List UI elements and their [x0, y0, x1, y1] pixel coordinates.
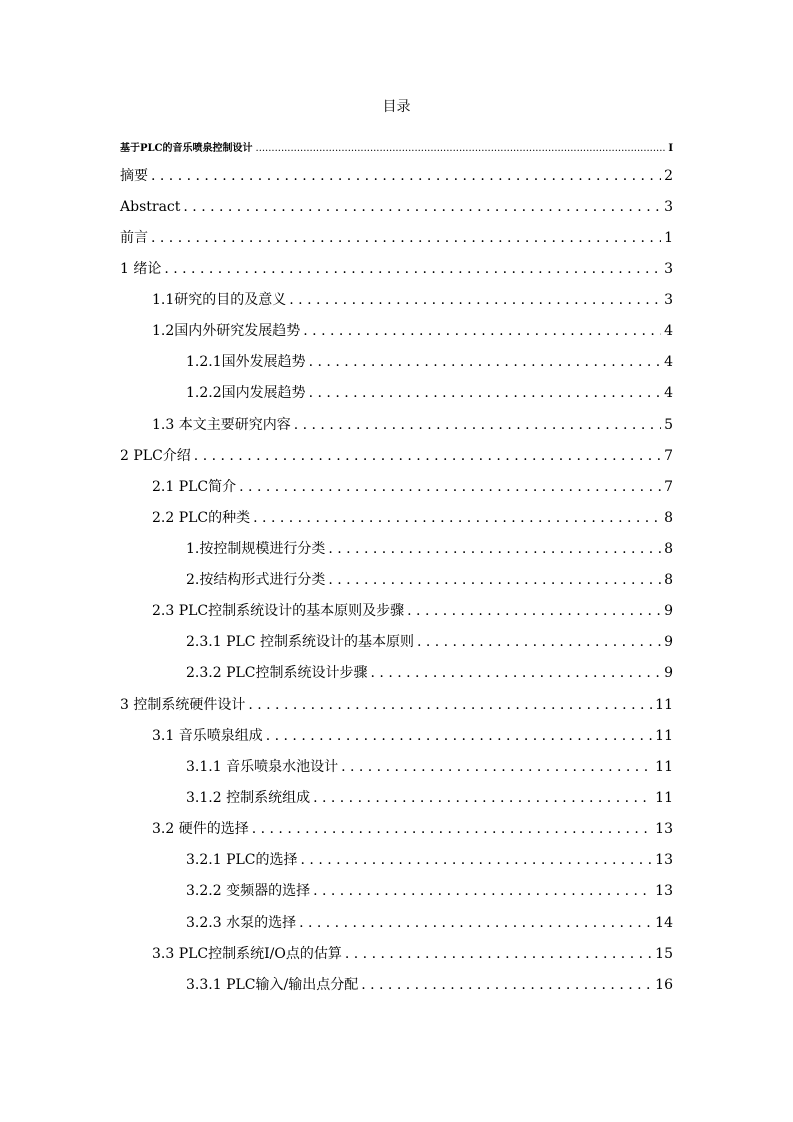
- toc-entry[interactable]: [186, 851, 673, 869]
- toc-entry[interactable]: [186, 353, 673, 371]
- toc-entry-title: 3.1.1 音乐喷泉水池设计: [186, 759, 339, 775]
- toc-entry[interactable]: [186, 384, 673, 402]
- toc-leader-dots: [328, 540, 661, 558]
- toc-leader-dots: [164, 260, 661, 278]
- toc-entry[interactable]: [152, 478, 673, 496]
- toc-entry[interactable]: [120, 143, 673, 155]
- toc-entry-page: 3: [664, 292, 673, 308]
- toc-leader-dots: [361, 976, 652, 994]
- toc-entry-title: 3 控制系统硬件设计: [120, 697, 246, 713]
- toc-leader-dots: [309, 384, 661, 402]
- toc-entry[interactable]: [186, 914, 673, 932]
- toc-entry-title: 1.2国内外研究发展趋势: [152, 323, 301, 339]
- toc-entry-title: 3.1 音乐喷泉组成: [152, 728, 263, 744]
- toc-entry-page: 3: [664, 261, 673, 277]
- toc-leader-dots: [299, 914, 652, 932]
- toc-entry[interactable]: [186, 540, 673, 558]
- toc-entry[interactable]: [186, 758, 673, 776]
- toc-leader-dots: [407, 602, 661, 620]
- toc-entry-page: 13: [655, 821, 673, 837]
- toc-leader-dots: [313, 789, 652, 807]
- toc-entry-title: 3.2.3 水泵的选择: [186, 915, 297, 931]
- toc-leader-dots: [371, 664, 662, 682]
- page-title: 目录: [382, 99, 411, 115]
- toc-entry-title: 1.1研究的目的及意义: [152, 292, 287, 308]
- toc-entry-page: 8: [664, 510, 673, 526]
- toc-entry-page: 7: [664, 479, 673, 495]
- toc-entry-title: 1 绪论: [120, 261, 162, 277]
- toc-leader-dots: [294, 416, 661, 434]
- toc-entry-title: 3.1.2 控制系统组成: [186, 790, 311, 806]
- toc-entry-page: 9: [664, 634, 673, 650]
- toc-entry[interactable]: [186, 976, 673, 994]
- toc-entry[interactable]: [120, 198, 673, 216]
- toc-entry-page: 9: [664, 665, 673, 681]
- toc-leader-dots: [417, 633, 661, 651]
- toc-entry-page: 5: [664, 417, 673, 433]
- toc-entry-page: 2: [664, 168, 673, 184]
- toc-leader-dots: [313, 882, 652, 900]
- toc-entry-page: 4: [664, 385, 673, 401]
- toc-entry[interactable]: [186, 882, 673, 900]
- toc-entry-title: 3.2.1 PLC的选择: [186, 852, 298, 868]
- toc-leader-dots: [183, 198, 661, 216]
- toc-entry-page: 8: [664, 541, 673, 557]
- toc-entry-page: 11: [655, 790, 673, 806]
- toc-leader-dots: [266, 727, 652, 745]
- toc-entry[interactable]: [186, 633, 673, 651]
- toc-entry-page: 4: [664, 323, 673, 339]
- toc-entry-title: 2 PLC介绍: [120, 448, 191, 464]
- toc-leader-dots: [345, 945, 652, 963]
- toc-leader-dots: [239, 478, 661, 496]
- toc-entry[interactable]: [152, 509, 673, 527]
- toc-entry[interactable]: [152, 416, 673, 434]
- toc-entry-page: 16: [655, 977, 673, 993]
- toc-entry-page: 15: [655, 946, 673, 962]
- toc-entry-title: 基于PLC的音乐喷泉控制设计: [120, 143, 253, 154]
- toc-entry[interactable]: [152, 945, 673, 963]
- toc-entry-title: 2.2 PLC的种类: [152, 510, 251, 526]
- toc-entry-title: 2.1 PLC简介: [152, 479, 237, 495]
- toc-entry-title: 1.2.1国外发展趋势: [186, 354, 306, 370]
- toc-entry-page: 3: [664, 199, 673, 215]
- toc-entry-title: 3.2.2 变频器的选择: [186, 883, 311, 899]
- toc-leader-dots: [248, 696, 652, 714]
- toc-entry[interactable]: [120, 447, 673, 465]
- toc-entry-title: 2.按结构形式进行分类: [186, 572, 326, 588]
- toc-entry[interactable]: [120, 167, 673, 185]
- toc-entry[interactable]: [152, 291, 673, 309]
- toc-leader-dots: [341, 758, 652, 776]
- toc-leader-dots: [252, 820, 652, 838]
- toc-leader-dots: [301, 851, 653, 869]
- toc-leader-dots: [328, 571, 661, 589]
- toc-entry[interactable]: [152, 820, 673, 838]
- toc-entry-title: 2.3.1 PLC 控制系统设计的基本原则: [186, 634, 414, 650]
- toc-entry-title: 1.3 本文主要研究内容: [152, 417, 291, 433]
- toc-entry-page: 4: [664, 354, 673, 370]
- toc-entry-page: I: [668, 143, 673, 154]
- toc-leader-dots: [303, 322, 661, 340]
- toc-leader-dots: [256, 143, 666, 155]
- toc-entry[interactable]: [186, 571, 673, 589]
- toc-entry[interactable]: [152, 322, 673, 340]
- toc-leader-dots: [309, 353, 661, 371]
- toc-entry[interactable]: [152, 727, 673, 745]
- toc-leader-dots: [151, 167, 661, 185]
- toc-leader-dots: [253, 509, 661, 527]
- toc-entry-page: 13: [655, 852, 673, 868]
- toc-entry-title: 1.2.2国内发展趋势: [186, 385, 306, 401]
- toc-entry-title: 3.2 硬件的选择: [152, 821, 249, 837]
- toc-entry-title: 1.按控制规模进行分类: [186, 541, 326, 557]
- toc-entry[interactable]: [152, 602, 673, 620]
- toc-leader-dots: [194, 447, 661, 465]
- toc-entry[interactable]: [120, 260, 673, 278]
- toc-entry-title: 摘要: [120, 168, 148, 184]
- toc-entry-title: 2.3.2 PLC控制系统设计步骤: [186, 665, 368, 681]
- toc-entry-title: 3.3 PLC控制系统I/O点的估算: [152, 946, 342, 962]
- toc-entry-page: 11: [655, 728, 673, 744]
- toc-entry-title: 2.3 PLC控制系统设计的基本原则及步骤: [152, 603, 405, 619]
- toc-entry-title: Abstract: [120, 199, 181, 215]
- toc-entry-page: 13: [655, 883, 673, 899]
- toc-entry-page: 11: [655, 697, 673, 713]
- toc-entry[interactable]: [186, 789, 673, 807]
- toc-entry-title: 3.3.1 PLC输入/输出点分配: [186, 977, 359, 993]
- toc-entry-page: 14: [655, 915, 673, 931]
- toc-entry[interactable]: [186, 664, 673, 682]
- toc-entry-page: 1: [664, 230, 673, 246]
- toc-entry-page: 11: [655, 759, 673, 775]
- toc-entry-page: 9: [664, 603, 673, 619]
- toc-leader-dots: [289, 291, 661, 309]
- toc-entry-page: 7: [664, 448, 673, 464]
- toc-entry[interactable]: [120, 696, 673, 714]
- toc-entry-title: 前言: [120, 230, 148, 246]
- toc-entry-page: 8: [664, 572, 673, 588]
- toc-entry[interactable]: [120, 229, 673, 247]
- toc-leader-dots: [151, 229, 661, 247]
